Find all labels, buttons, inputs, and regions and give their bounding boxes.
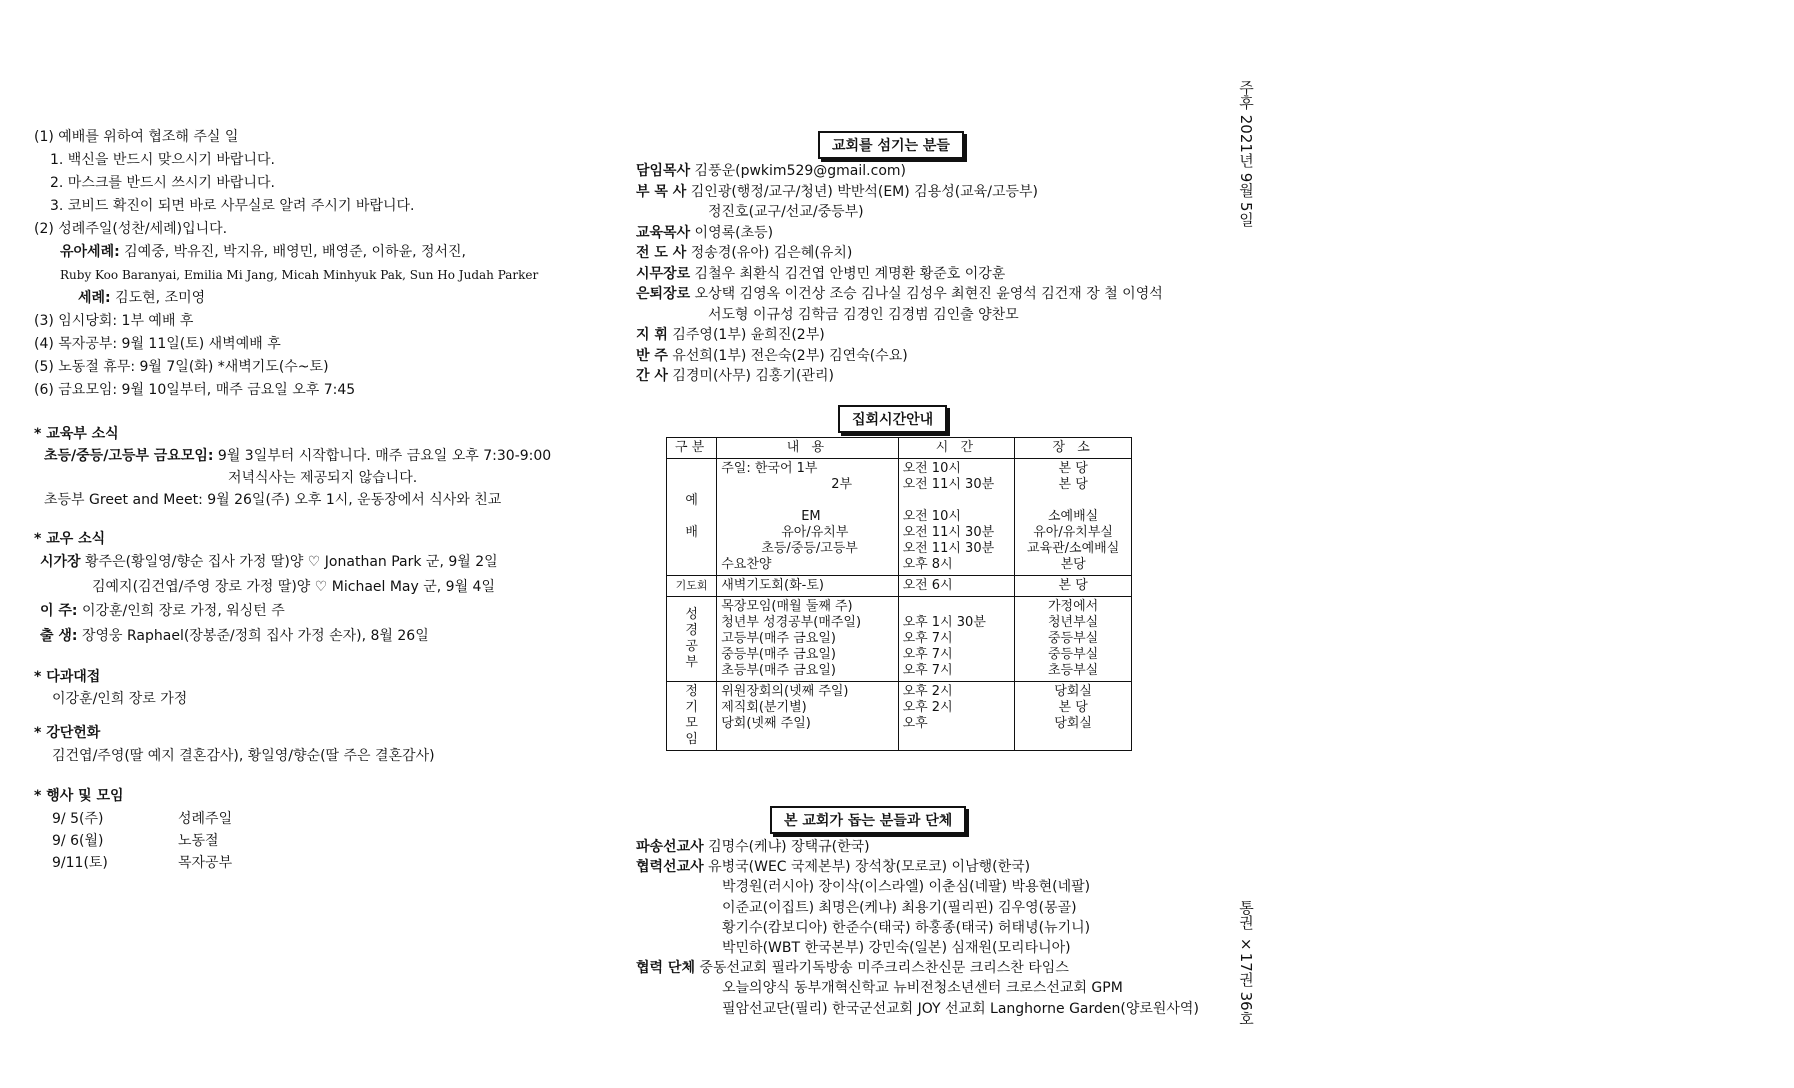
staff-row-label: 반 주 — [636, 347, 668, 364]
staff-row-text: 정진호(교구/선교/중등부) — [708, 204, 864, 220]
schedule-cell-line: 오후 8시 — [902, 557, 953, 572]
staff-row — [636, 347, 908, 365]
schedule-category: 정 기 모 임 — [667, 682, 717, 751]
event-name: 성례주일 — [178, 811, 233, 827]
schedule-category: 기도회 — [667, 576, 717, 597]
schedule-time — [898, 682, 1015, 751]
schedule-cell-line: 중등부실 — [1048, 647, 1099, 662]
bulletin-volume: 통권 ×17권 36호 — [1237, 900, 1255, 1026]
cooperation-item: 2. 마스크를 반드시 쓰시기 바랍니다. — [50, 175, 275, 191]
education-line: 초등부 Greet and Meet: 9월 26일(주) 오후 1시, 운동장에서 식사와 친교 — [44, 492, 502, 508]
mission-row-text: 박경원(러시아) 장이삭(이스라엘) 이춘심(네팔) 박용현(네팔) — [722, 879, 1091, 896]
mission-title: 본 교회가 돕는 분들과 단체 — [770, 806, 966, 834]
schedule-cell-line — [903, 493, 1011, 509]
mission-row — [636, 959, 1069, 977]
schedule-content — [717, 682, 898, 751]
mission-row — [722, 878, 1090, 896]
mission-row-text: 중동선교회 필라기독방송 미주크리스찬신문 크리스찬 타임스 — [694, 960, 1069, 977]
members-heading: * 교우 소식 — [34, 531, 106, 547]
staff-row — [636, 367, 834, 385]
staff-row — [708, 203, 864, 221]
flowers-heading: * 강단헌화 — [34, 725, 101, 741]
staff-row-text: 김경미(사무) 김홍기(관리) — [667, 368, 834, 384]
event-date: 9/ 6(월) — [52, 833, 104, 849]
cooperation-item: 1. 백신을 반드시 맞으시기 바랍니다. — [50, 152, 275, 168]
schedule-header: 구분 — [667, 438, 717, 459]
schedule-cell-line: 초등부실 — [1048, 663, 1099, 678]
infant-baptism-names: 김예중, 박유진, 박지유, 배영민, 배영준, 이하윤, 정서진, — [124, 244, 467, 260]
schedule-cell-line: 제직회(분기별) — [721, 700, 807, 715]
schedule-cell-line: 당회실 — [1054, 716, 1092, 731]
schedule-cell-line: EM — [801, 509, 821, 524]
bulletin-date: 주후 2021년 9월 5일 — [1237, 80, 1255, 227]
event-name: 노동절 — [178, 833, 219, 849]
mission-row-text: 박민하(WBT 한국본부) 강민숙(일본) 심재원(모리타니아) — [722, 940, 1071, 956]
schedule-cell-line: 오전 11시 30분 — [902, 525, 995, 540]
mission-row-text: 황기수(캄보디아) 한준수(태국) 하홍종(태국) 허태녕(뉴기니) — [722, 919, 1091, 936]
staff-title: 교회를 섬기는 분들 — [818, 131, 964, 159]
event-name: 목자공부 — [178, 855, 233, 871]
mission-row-label: 협력 단체 — [636, 960, 695, 977]
mission-row — [636, 858, 1030, 876]
staff-row — [636, 244, 852, 262]
mission-row-text: 김명수(케냐) 장택규(한국) — [703, 839, 870, 855]
event-date: 9/ 5(주) — [52, 811, 104, 827]
schedule-cell-line: 오전 11시 30분 — [902, 477, 995, 492]
schedule-cell-line: 본 당 — [1058, 477, 1088, 492]
staff-row-label: 간 사 — [636, 368, 668, 384]
staff-row-text: 오상택 김영옥 이건상 조승 김나실 김성우 최현진 윤영석 김건재 장 철 이영석 — [690, 286, 1163, 302]
staff-row-text: 서도형 이규성 김학금 김경인 김경범 김인출 양찬모 — [708, 306, 1019, 323]
schedule-content: 새벽기도회(화-토) — [717, 576, 898, 597]
schedule-time — [898, 597, 1015, 682]
staff-row-text: 정송경(유아) 김은혜(유치) — [686, 245, 853, 261]
schedule-row-prayer — [667, 576, 1132, 597]
schedule-cell-line: 오전 10시 — [902, 509, 961, 524]
notice-item: (3) 임시당회: 1부 예배 후 — [34, 313, 194, 329]
schedule-cell-line: 유아/유치부실 — [1033, 525, 1113, 540]
event-date: 9/11(토) — [52, 855, 108, 871]
infant-baptism — [60, 243, 466, 261]
schedule-cell-line: 오전 10시 — [902, 461, 961, 476]
staff-row-text: 김주영(1부) 윤희진(2부) — [667, 327, 825, 343]
wedding-line: 김예지(김건엽/주영 장로 가정 딸)양 ♡ Michael May 군, 9월 4일 — [92, 579, 495, 595]
schedule-cell-line: 청년부실 — [1048, 615, 1099, 630]
schedule-cell-line — [1019, 493, 1127, 509]
staff-row-label: 시무장로 — [636, 265, 691, 282]
mission-row-label: 협력선교사 — [636, 859, 704, 876]
schedule-cell-line: 가정에서 — [1048, 599, 1099, 614]
schedule-cell-line: 오후 2시 — [902, 700, 953, 715]
schedule-cell-line: 오후 1시 30분 — [902, 615, 986, 630]
infant-baptism-label: 유아세례: — [60, 244, 120, 260]
farewell-heading: * 다과대접 — [34, 669, 101, 685]
farewell-text: 이강훈/인희 장로 가정 — [52, 691, 188, 707]
wedding-text: 황주은(황일영/향순 집사 가정 딸)양 ♡ Jonathan Park 군, 9월 2일 — [80, 554, 498, 570]
schedule-cell-line: 당회실 — [1054, 684, 1092, 699]
staff-row — [636, 326, 825, 344]
flowers-text: 김건엽/주영(딸 예지 결혼감사), 황일영/향순(딸 주은 결혼감사) — [52, 748, 435, 764]
staff-row — [636, 265, 1005, 283]
wedding-line — [40, 553, 498, 571]
staff-row — [636, 162, 906, 180]
mission-row — [722, 919, 1090, 937]
schedule-header-row — [667, 438, 1132, 459]
adult-baptism-names: 김도현, 조미영 — [115, 290, 206, 306]
schedule-cell-line: 초등부(매주 금요일) — [721, 663, 836, 678]
schedule-header: 장 소 — [1015, 438, 1132, 459]
schedule-place — [1015, 597, 1132, 682]
education-friday-text: 9월 3일부터 시작합니다. 매주 금요일 오후 7:30-9:00 — [213, 448, 552, 464]
schedule-category: 성 경 공 부 — [667, 597, 717, 682]
schedule-cell-line: 오후 7시 — [902, 663, 953, 678]
schedule-cell-line: 초등/중등/고등부 — [761, 541, 858, 556]
schedule-cell-line: 본당 — [1060, 557, 1086, 572]
schedule-row-meeting — [667, 682, 1132, 751]
schedule-cell-line: 고등부(매주 금요일) — [721, 631, 836, 646]
staff-row — [708, 306, 1019, 324]
mission-row-text: 이준교(이집트) 최명은(케냐) 최용기(필리핀) 김우영(몽골) — [722, 899, 1077, 916]
schedule-cell-line: 주일: 한국어 1부 — [721, 461, 818, 476]
mission-row-label: 파송선교사 — [636, 839, 704, 855]
notice-item: (5) 노동절 휴무: 9월 7일(화) *새벽기도(수~토) — [34, 359, 329, 375]
education-friday-label: 초등/중등/고등부 금요모임: — [44, 448, 214, 464]
schedule-cell-line: 오전 11시 30분 — [902, 541, 995, 556]
mission-row-text: 유병국(WEC 국제본부) 장석창(모로코) 이남행(한국) — [703, 859, 1031, 876]
staff-row-label: 은퇴장로 — [636, 286, 691, 302]
schedule-cell-line: 오후 7시 — [902, 631, 953, 646]
schedule-row-bible — [667, 597, 1132, 682]
cooperation-heading: (1) 예배를 위하여 협조해 주실 일 — [34, 129, 239, 145]
schedule-cell-line: 중등부실 — [1048, 631, 1099, 646]
staff-row-label: 지 휘 — [636, 327, 668, 343]
schedule-cell-line: 당회(넷째 주일) — [721, 716, 811, 731]
schedule-cell-line: 수요찬양 — [721, 557, 772, 572]
schedule-content — [717, 597, 898, 682]
schedule-cell-line: 2부 — [831, 477, 853, 492]
staff-row-label: 담임목사 — [636, 163, 691, 179]
staff-row — [636, 285, 1163, 303]
sacrament-heading: (2) 성례주일(성찬/세례)입니다. — [34, 221, 228, 237]
mission-row — [722, 899, 1077, 917]
adult-baptism-label: 세례: — [78, 290, 111, 306]
mission-row — [636, 838, 870, 856]
mission-row — [722, 979, 1123, 997]
schedule-table — [666, 437, 1132, 751]
schedule-cell-line: 교육관/소예배실 — [1026, 541, 1120, 556]
education-heading: * 교육부 소식 — [34, 426, 119, 442]
mission-row-text: 오늘의양식 동부개혁신학교 뉴비전청소년센터 크로스선교회 GPM — [722, 980, 1123, 997]
schedule-row-worship — [667, 459, 1132, 576]
staff-row-text: 김인광(행정/교구/청년) 박반석(EM) 김용성(교육/고등부) — [686, 183, 1039, 200]
education-line — [44, 447, 551, 465]
staff-row-text: 김철우 최환식 김건엽 안병민 계명환 황준호 이강훈 — [690, 265, 1006, 282]
schedule-time: 오전 6시 — [898, 576, 1015, 597]
schedule-header: 내 용 — [717, 438, 898, 459]
birth-text: 장영웅 Raphael(장봉준/정희 집사 가정 손자), 8월 26일 — [77, 628, 429, 644]
staff-row-text: 김풍운(pwkim529@gmail.com) — [690, 163, 906, 179]
staff-row-label: 교육목사 — [636, 224, 691, 241]
schedule-cell-line: 위원장회의(넷째 주일) — [721, 684, 849, 699]
notice-item: (4) 목자공부: 9월 11일(토) 새벽예배 후 — [34, 336, 281, 352]
staff-row — [636, 224, 773, 242]
schedule-cell-line: 오후 2시 — [902, 684, 953, 699]
schedule-content — [717, 459, 898, 576]
mission-row — [722, 1000, 1199, 1018]
schedule-time — [898, 459, 1015, 576]
schedule-category: 예 배 — [667, 459, 717, 576]
birth-label: 출 생: — [40, 628, 78, 644]
schedule-place: 본 당 — [1015, 576, 1132, 597]
schedule-cell-line: 오후 — [902, 716, 928, 731]
staff-row-label: 부 목 사 — [636, 183, 687, 200]
schedule-cell-line: 유아/유치부 — [781, 525, 849, 540]
adult-baptism — [78, 289, 205, 307]
schedule-cell-line: 소예배실 — [1048, 509, 1099, 524]
schedule-cell-line: 중등부(매주 금요일) — [721, 647, 836, 662]
schedule-cell-line: 본 당 — [1058, 461, 1088, 476]
staff-row-text: 이영록(초등) — [690, 224, 774, 241]
schedule-cell-line: 본 당 — [1058, 700, 1088, 715]
mission-row — [722, 939, 1071, 957]
staff-row-label: 전 도 사 — [636, 245, 687, 261]
notice-item: (6) 금요모임: 9월 10일부터, 매주 금요일 오후 7:45 — [34, 382, 356, 398]
schedule-cell-line: 청년부 성경공부(매주일) — [721, 615, 862, 630]
cooperation-item: 3. 코비드 확진이 되면 바로 사무실로 알려 주시기 바랍니다. — [50, 198, 415, 214]
move-text: 이강훈/인희 장로 가정, 워싱턴 주 — [77, 603, 285, 619]
schedule-place — [1015, 459, 1132, 576]
schedule-title: 집회시간안내 — [838, 405, 947, 433]
move-label: 이 주: — [40, 603, 78, 619]
staff-row-text: 유선희(1부) 전은숙(2부) 김연숙(수요) — [667, 347, 908, 364]
mission-row-text: 필암선교단(필리) 한국군선교회 JOY 선교회 Langhorne Garden(양로원사역) — [722, 1000, 1199, 1017]
wedding-label: 시가장 — [40, 554, 81, 570]
events-heading: * 행사 및 모임 — [34, 788, 124, 804]
education-line: 저녁식사는 제공되지 않습니다. — [228, 470, 418, 486]
schedule-cell-line — [903, 599, 1011, 615]
schedule-cell-line: 오후 7시 — [902, 647, 953, 662]
schedule-header: 시 간 — [898, 438, 1015, 459]
schedule-cell-line: 목장모임(매월 둘째 주) — [721, 599, 853, 614]
infant-baptism-names-en: Ruby Koo Baranyai, Emilia Mi Jang, Micah Minhyuk Pak, Sun Ho Judah Parker — [60, 268, 539, 282]
schedule-cell-line — [721, 493, 893, 509]
move-line — [40, 602, 285, 620]
staff-row — [636, 183, 1038, 201]
birth-line — [40, 627, 429, 645]
schedule-place — [1015, 682, 1132, 751]
